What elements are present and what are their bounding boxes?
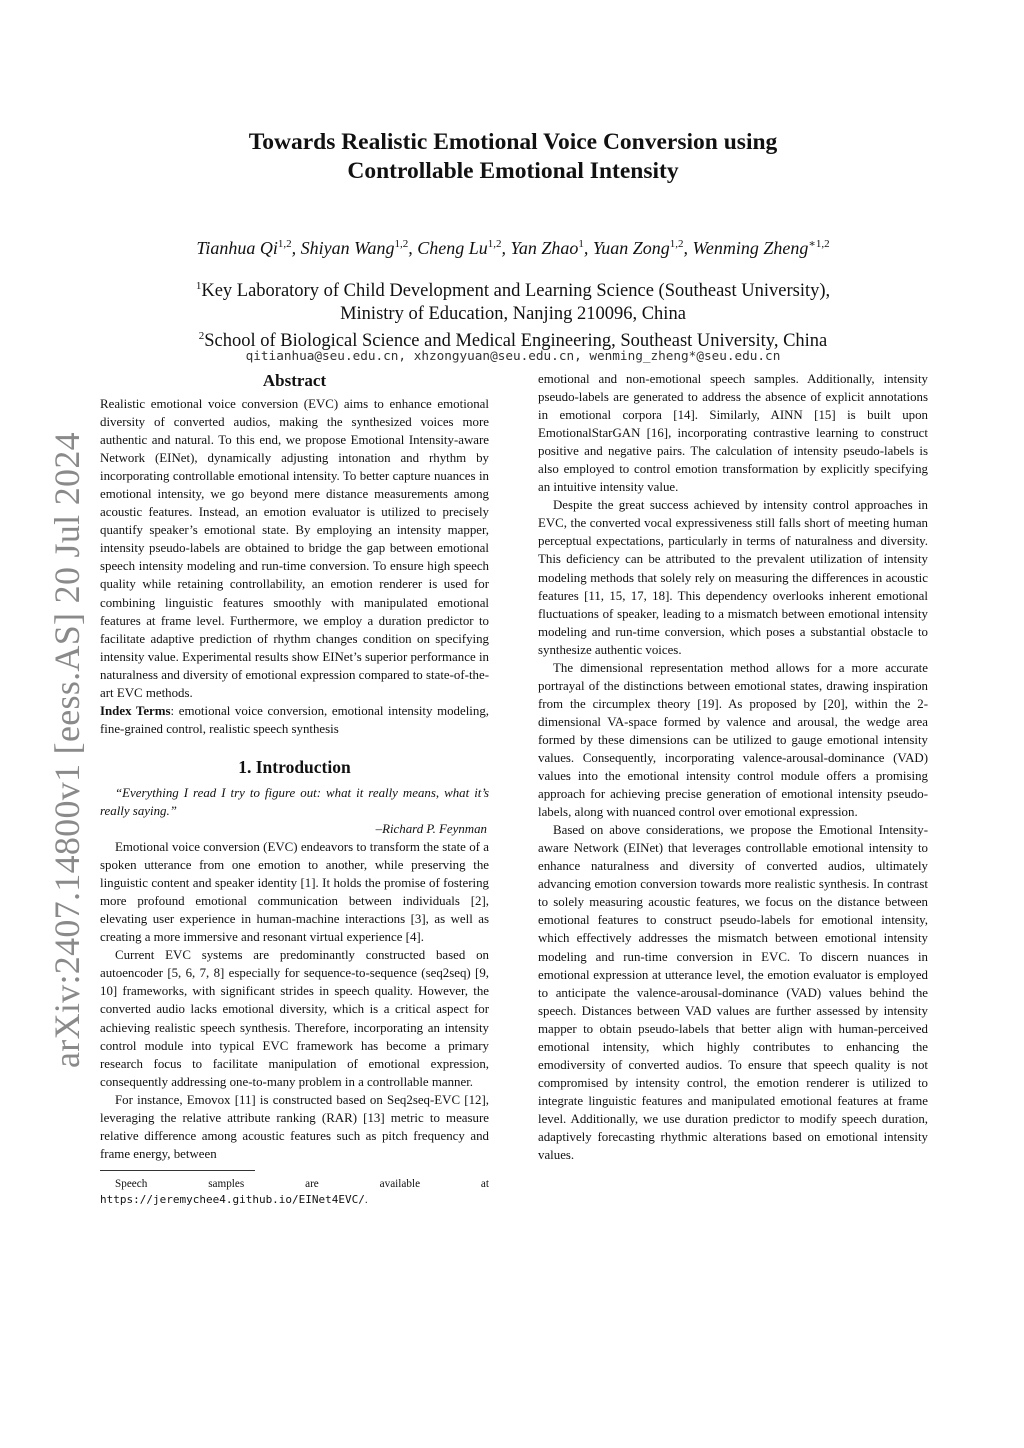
author-name: Tianhua Qi: [196, 238, 278, 258]
introduction-heading: 1. Introduction: [238, 756, 351, 777]
index-terms-label: Index Terms: [100, 703, 171, 718]
intro-paragraph: Current EVC systems are predominantly constructed based on autoencoder [5, 6, 7, 8] especially for sequence-to-sequence (seq2seq) [9, 10] frameworks, with significant strides in speech quality. However, the converted audio lacks emotional diversity, which is a critical aspect for achieving realistic speech synthesis. Therefore, incorporating an intensity control module into typical EVC framework has become a primary research focus to facilitate manipulation of emotional expression, consequently addressing one-to-many problem in a controllable manner.: [100, 948, 489, 1089]
affiliation-number: 2: [198, 330, 205, 343]
body-paragraph: Despite the great success achieved by intensity control approaches in EVC, the converted vocal expressiveness still falls short of meeting human perceptual expectations, particularly in terms of naturalness and diversity. This deficiency can be attributed to the prevalent utilization of intensity modeling methods that solely rely on measuring the differences in acoustic features [11, 15, 17, 18]. This dependency overlooks inherent emotional fluctuations of speaker, leading to a mismatch between emotional intensity modeling and run-time conversion, which poses a substantial obstacle to synthesize authentic voices.: [538, 498, 928, 657]
author-list: Tianhua Qi$^{1,2}$, Shiyan Wang$^{1,2}$, Cheng Lu$^{1,2}$, Yan Zhao$^1$, Yuan Zong$^{1,2}$, Wenming Zheng$^{∗1,2}$: [196, 238, 830, 258]
affiliations: [100, 275, 926, 353]
author-affiliation-mark: 1,2: [277, 238, 292, 250]
affiliation-text: Key Laboratory of Child Development and Learning Science (Southeast University),: [201, 281, 831, 302]
author-name: Wenming Zheng: [692, 238, 809, 258]
epigraph-quote: “Everything I read I try to figure out: what it really means, what it’s really saying.”: [100, 785, 489, 818]
footnote: [100, 1177, 489, 1209]
author-name: Shiyan Wang: [300, 238, 395, 258]
footnote-end: .: [364, 1194, 368, 1207]
footnote-url-link[interactable]: https://jeremychee4.github.io/EINet4EVC/: [100, 1193, 365, 1207]
author-affiliation-mark: 1: [578, 238, 584, 250]
author-emails: qitianhua@seu.edu.cn, xhzongyuan@seu.edu.cn, wenming_zheng*@seu.edu.cn: [245, 348, 781, 363]
author-name: Yuan Zong: [592, 238, 670, 258]
body-paragraph: Based on above considerations, we propose the Emotional Intensity-aware Network (EINet) that leverages controllable emotional intensity to enhance naturalness and diversity of converted audios, ultimately advancing emotion conversion towards more realistic synthesis. In contrast to solely measuring acoustic features, we focus on the distance between emotional features to construct pseudo-labels for emotional intensity, which effectively addresses the mismatch between emotional intensity modeling and run-time conversion in EVC. To discern nuances in emotional expression at utterance level, the emotion evaluator is employed to anticipate the valence-arousal-dominance (VAD) values behind the speech. Distances between VAD values are further assessed by intensity mapper to obtain pseudo-labels that better align with human-perceived emotional intensity, which highly contributes to enhancing the emodiversity of converted audios. To ensure that speech quality is not compromised by intensity control, the emotion renderer is utilized to integrate linguistic features and manipulated emotional features at frame level. Additionally, we use duration predictor to modify speech duration, adaptively forecasting rhythmic alterations based on emotional intensity values.: [538, 823, 928, 1163]
author-affiliation-mark: 1,2: [487, 238, 502, 250]
footnote-text: Speech samples are available at: [115, 1177, 489, 1190]
abstract-heading: Abstract: [262, 371, 327, 390]
epigraph-author: –Richard P. Feynman: [375, 821, 487, 836]
title-line-1: Towards Realistic Emotional Voice Conversion using: [248, 129, 778, 155]
author-affiliation-mark: 1,2: [669, 238, 684, 250]
body-paragraph: emotional and non-emotional speech samples. Additionally, intensity pseudo-labels are generated to address the absence of explicit annotations in emotional corpora [14]. Similarly, AINN [15] is built upon EmotionalStarGAN [16], incorporating contrastive learning to construct positive and negative pairs. The calculation of intensity pseudo-labels is also employed to control emotion transformation by explicitly specifying an intuitive intensity value.: [538, 372, 928, 495]
affiliation-number: 1: [195, 280, 202, 292]
affiliation-text: School of Biological Science and Medical Engineering, Southeast University, China: [204, 331, 828, 352]
left-column: [100, 370, 489, 1209]
right-column: [538, 370, 928, 1164]
index-terms-text: : emotional voice conversion, emotional intensity modeling, fine-grained control, realistic speech synthesis: [100, 703, 489, 736]
paper-title: [150, 128, 876, 186]
index-terms: [100, 702, 489, 738]
intro-paragraph: Emotional voice conversion (EVC) endeavors to transform the state of a spoken utterance from one emotion to another, while preserving the linguistic content and speaker identity [1]. It holds the promise of fostering more profound emotional communication between individuals [2], elevating user experience in human-machine interactions [3], as well as creating a more immersive and resonant virtual experience [4].: [100, 840, 489, 945]
abstract-body: Realistic emotional voice conversion (EVC) aims to enhance emotional diversity of converted audios, making the synthesized voices more authentic and natural. To this end, we propose Emotional Intensity-aware Network (EINet), dynamically adjusting intonation and rhythm by incorporating controllable emotional intensity. To better capture nuances in emotional intensity, we go beyond mere distance measurements among acoustic features. Instead, an emotion evaluator is utilized to precisely quantify speaker’s emotional state. By employing an intensity mapper, intensity pseudo-labels are obtained to bridge the gap between emotional speech intensity modeling and run-time conversion. To ensure high speech quality while retaining controllability, an emotion renderer is used for combining linguistic features smoothly with manipulated emotional features at frame level. Furthermore, we employ a duration predictor to facilitate adaptive prediction of rhythm changes condition on specifying intensity value. Experimental results show EINet’s superior performance in naturalness and diversity of emotional expression compared to state-of-the-art EVC methods.: [100, 397, 489, 700]
author-affiliation-mark: ∗1,2: [808, 238, 830, 250]
footnote-divider: [100, 1170, 255, 1171]
author-affiliation-mark: 1,2: [394, 238, 409, 250]
author-name: Yan Zhao: [510, 238, 579, 258]
arxiv-identifier: arXiv:2407.14800v1 [eess.AS] 20 Jul 2024: [47, 432, 87, 1068]
affiliation-1-cont: Ministry of Education, Nanjing 210096, China: [340, 303, 686, 324]
body-paragraph: The dimensional representation method allows for a more accurate portrayal of the distinctions between emotional states, drawing inspiration from the circumplex theory [19]. As proposed by [20], within the 2-dimensional VA-space formed by valence and arousal, the wedge area formed by these dimensions can be utilized to gauge emotional intensity values. Consequently, incorporating valence-arousal-dominance (VAD) values into the emotional intensity control module offers a promising approach for achieving precise generation of emotional intensity pseudo-labels, along with nuanced control over emotional expression.: [538, 660, 928, 820]
title-line-2: Controllable Emotional Intensity: [347, 158, 679, 184]
intro-paragraph: For instance, Emovox [11] is constructed based on Seq2seq-EVC [12], leveraging the relative attribute ranking (RAR) [13] metric to measure relative difference among acoustic features such as pitch frequency and frame energy, between: [100, 1092, 489, 1161]
author-name: Cheng Lu: [417, 238, 488, 258]
affiliation-1: [100, 275, 926, 303]
